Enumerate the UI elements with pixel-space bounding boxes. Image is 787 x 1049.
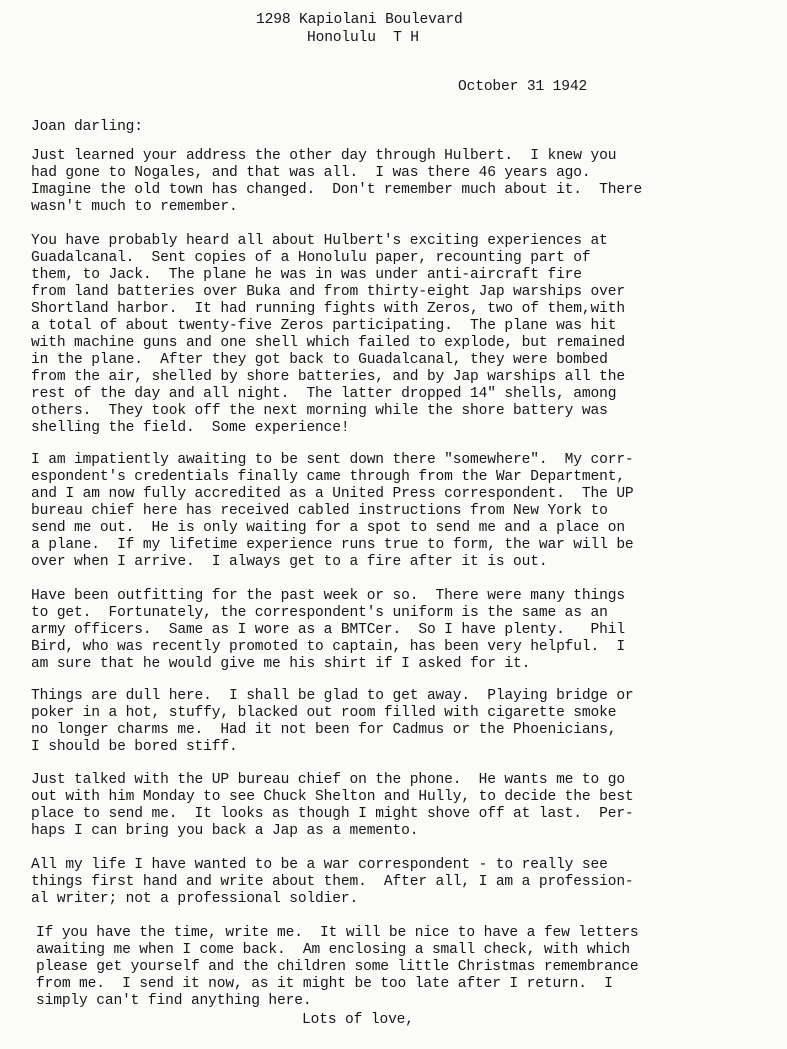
paragraph-line: with machine guns and one shell which failed to explode, but remained: [31, 335, 625, 351]
paragraph-line: Guadalcanal. Sent copies of a Honolulu paper, recounting part of: [31, 250, 591, 266]
paragraph-line: things first hand and write about them. After all, I am a profession-: [31, 874, 634, 890]
paragraph-line: Bird, who was recently promoted to captain, has been very helpful. I: [31, 639, 625, 655]
paragraph-line: Things are dull here. I shall be glad to get away. Playing bridge or: [31, 688, 634, 704]
address-line-1: 1298 Kapiolani Boulevard: [256, 12, 463, 28]
paragraph-line: a plane. If my lifetime experience runs true to form, the war will be: [31, 537, 634, 553]
paragraph-line: Just learned your address the other day through Hulbert. I knew you: [31, 148, 617, 164]
paragraph-line: simply can't find anything here.: [36, 993, 312, 1009]
paragraph-line: send me out. He is only waiting for a spot to send me and a place on: [31, 520, 625, 536]
paragraph-5: [31, 688, 634, 756]
paragraph-8: [36, 925, 639, 1010]
paragraph-3: [31, 452, 634, 571]
paragraph-line: in the plane. After they got back to Guadalcanal, they were bombed: [31, 352, 608, 368]
paragraph-4: [31, 588, 625, 673]
paragraph-line: to get. Fortunately, the correspondent's uniform is the same as an: [31, 605, 608, 621]
paragraph-line: Just talked with the UP bureau chief on the phone. He wants me to go: [31, 772, 625, 788]
paragraph-line: others. They took off the next morning while the shore battery was: [31, 403, 608, 419]
paragraph-line: awaiting me when I come back. Am enclosing a small check, with which: [36, 942, 630, 958]
paragraph-line: please get yourself and the children some little Christmas remembrance: [36, 959, 639, 975]
paragraph-line: no longer charms me. Had it not been for Cadmus or the Phoenicians,: [31, 722, 617, 738]
paragraph-line: a total of about twenty-five Zeros participating. The plane was hit: [31, 318, 617, 334]
paragraph-line: from me. I send it now, as it might be too late after I return. I: [36, 976, 613, 992]
paragraph-line: haps I can bring you back a Jap as a memento.: [31, 823, 419, 839]
paragraph-2: [31, 233, 625, 437]
paragraph-6: [31, 772, 634, 840]
paragraph-line: shelling the field. Some experience!: [31, 420, 350, 436]
address-line-2: Honolulu T H: [307, 30, 419, 46]
paragraph-line: bureau chief here has received cabled instructions from New York to: [31, 503, 608, 519]
paragraph-line: Imagine the old town has changed. Don't remember much about it. There: [31, 182, 643, 198]
closing: Lots of love,: [302, 1012, 414, 1028]
paragraph-line: from the air, shelled by shore batteries, and by Jap warships all the: [31, 369, 625, 385]
paragraph-1: [31, 148, 642, 216]
paragraph-line: Shortland harbor. It had running fights with Zeros, two of them,with: [31, 301, 625, 317]
letter-date: October 31 1942: [458, 79, 588, 95]
paragraph-line: had gone to Nogales, and that was all. I was there 46 years ago.: [31, 165, 591, 181]
paragraph-line: place to send me. It looks as though I might shove off at last. Per-: [31, 806, 634, 822]
paragraph-line: am sure that he would give me his shirt if I asked for it.: [31, 656, 531, 672]
paragraph-line: espondent's credentials finally came through from the War Department,: [31, 469, 625, 485]
paragraph-line: I should be bored stiff.: [31, 739, 238, 755]
paragraph-line: I am impatiently awaiting to be sent down there "somewhere". My corr-: [31, 452, 634, 468]
salutation: Joan darling:: [31, 119, 143, 135]
paragraph-line: them, to Jack. The plane he was in was under anti-aircraft fire: [31, 267, 582, 283]
paragraph-line: out with him Monday to see Chuck Shelton and Hully, to decide the best: [31, 789, 634, 805]
paragraph-line: from land batteries over Buka and from thirty-eight Jap warships over: [31, 284, 625, 300]
paragraph-line: If you have the time, write me. It will be nice to have a few letters: [36, 925, 639, 941]
paragraph-line: Have been outfitting for the past week or so. There were many things: [31, 588, 625, 604]
paragraph-7: [31, 857, 634, 908]
paragraph-line: rest of the day and all night. The latter dropped 14" shells, among: [31, 386, 617, 402]
paragraph-line: over when I arrive. I always get to a fire after it is out.: [31, 554, 548, 570]
paragraph-line: You have probably heard all about Hulbert's exciting experiences at: [31, 233, 608, 249]
paragraph-line: All my life I have wanted to be a war correspondent - to really see: [31, 857, 608, 873]
paragraph-line: army officers. Same as I wore as a BMTCer. So I have plenty. Phil: [31, 622, 625, 638]
paragraph-line: and I am now fully accredited as a United Press correspondent. The UP: [31, 486, 634, 502]
paragraph-line: poker in a hot, stuffy, blacked out room filled with cigarette smoke: [31, 705, 617, 721]
paragraph-line: al writer; not a professional soldier.: [31, 891, 359, 907]
paragraph-line: wasn't much to remember.: [31, 199, 238, 215]
